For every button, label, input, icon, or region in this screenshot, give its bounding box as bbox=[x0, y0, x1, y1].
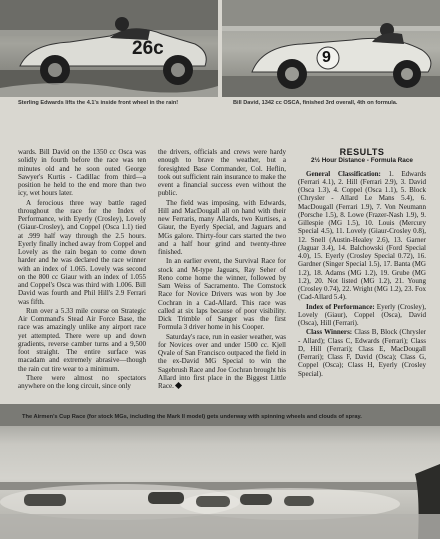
photo-bill-david-osca bbox=[222, 0, 440, 97]
paragraph: The field was imposing, with Edwards, Hill and MacDougall all on hand with their new Ferraris, many Allards, two Kurtises, a Giaur, the Eyerly Special, and Jaguars and MGs galore. Thirty-four cars started the two and a half hour grind and twenty-three finished. bbox=[158, 198, 286, 256]
index-of-performance bbox=[298, 303, 426, 328]
caption-right-photo: Bill David, 1342 cc OSCA, finished 3rd overall, 4th on formula. bbox=[233, 100, 398, 106]
article-column-2 bbox=[158, 148, 286, 391]
class-winners-text: Class B, Block (Chrysler - Allard); Class C, Edwards (Ferrari); Class D, Hill (Ferrari); Class E, MacDougall (Ferrari); Class F, David (Osca); Class G, Coppel (Osca); Class H, Eyerly (Crosley Special). bbox=[298, 328, 427, 378]
race-start-illustration bbox=[0, 404, 440, 539]
photo-airmens-cup-start bbox=[0, 404, 440, 539]
end-of-article-icon bbox=[175, 382, 182, 389]
paragraph: the drivers, officials and crews were hardy enough to brave the weather, but a foresighted Base Commander, Col. Heflin, took out sufficient rain insurance to make the event a financial success even without the public. bbox=[158, 148, 286, 198]
car-number-right: 9 bbox=[322, 49, 331, 66]
index-of-performance-label: Index of Performance: bbox=[306, 302, 375, 311]
paragraph-text: Saturday's race, run in easier weather, was for Novices over and under 1500 cc. Kjell Qvale of San Francisco outpaced the field in the ex-David MG Special to win the Sagebrush Race and Joe Cochran brought his Allard into first place in the Biggest Little Race. bbox=[158, 332, 286, 390]
caption-bottom-photo: The Airmen's Cup Race (for stock MGs, including the Mark II model) gets underway with spinning wheels and clouds of spray. bbox=[22, 414, 362, 420]
race-car-illustration-right bbox=[222, 0, 440, 97]
class-winners bbox=[298, 328, 426, 378]
general-classification-text: 1. Edwards (Ferrari 4.1), 2. Hill (Ferrari 2.9), 3. David (Osca 1.3), 4. Coppel (Osca 1.1), 5. Block (Chrysler - Allard Le Mans 5.4), 6. MacDougall (Ferrari 1.9), 7. Von Neumann (Porsche 1.5), 8. Lowe (Frazer-Nash 1.9), 9. Gillespie (MG 1.5), 10. Louis (Mercury Special 4.5), 11. Lovely (Giaur-Crosley 0.8), 12. Snell (Austin-Healey 2.6), 13. Garner (Jaguar 3.4), 14. Balchowski (Ford Special 4.0), 15. Eyerly (Crosley Special 0.72), 16. Gardner (Singer Special 1.5), 17. Banta (MG 1.2), 18. Adams (MG 1.2), 19. Grube (MG 1.2), 20. Not listed (MG 1.2), 21. Young (Crosley 0.74), 22. Wright (MG 1.2), 23. Fox (Cad-Allard 5.4). bbox=[298, 169, 426, 302]
general-classification bbox=[298, 170, 426, 302]
paragraph: A ferocious three way battle raged throughout the race for the Index of Performance, with Eyerly (Crosley), Lovely (Giaur-Crosley), and Coppel (Osca 1.1) tied at .999 half way through the 2.5 hours. Eyerly finally inched away from Coppel and Lovely as the rain began to come down harder and he was declared the race winner with an index of 1.065. Lovely was second on the 800 cc Giaur with an index of 1.055 and Coppel's Osca was third with 1.006. Bill David was fourth and Phil Hill's 2.9 Ferrari was fifth. bbox=[18, 198, 146, 306]
car-number-left: 26c bbox=[132, 38, 164, 59]
general-classification-label: General Classification: bbox=[306, 169, 381, 178]
results-column bbox=[298, 148, 426, 379]
paragraph: wards. Bill David on the 1350 cc Osca was solidly in fourth before the race was ten minutes old and he soon outed George Sawyer's Kurtis - Cadillac from third—a position he held to the end more than two icy, wet hours later. bbox=[18, 148, 146, 198]
article-column-1 bbox=[18, 148, 146, 391]
class-winners-label: Class Winners: bbox=[306, 328, 353, 337]
paragraph bbox=[158, 333, 286, 391]
paragraph: There were almost no spectators anywhere on the long circuit, since only bbox=[18, 373, 146, 390]
photo-sterling-edwards-ferrari bbox=[0, 0, 218, 97]
results-subheading: 2½ Hour Distance - Formula Race bbox=[311, 157, 413, 165]
paragraph: Run over a 5.33 mile course on Strategic Air Command's Stead Air Force Base, the race was amazingly unlike any airport race yet attempted. There were up and down gradients, reverse camber turns and a 9,500 foot straight. The entire surface was macadam and extremely abrasive—though the rain cut tire wear to a minimum. bbox=[18, 306, 146, 373]
paragraph: In an earlier event, the Survival Race for stock and M-type Jaguars, Ray Seher of Reno come home the winner, followed by Sam Weiss of Sacramento. The Comstock Race for Novice Drivers was won by Joe Cochran in a Cad-Allard. This race was called at six laps because of poor visibility. Dick Trimble of Sanger was the first Formula 3 driver home in his Cooper. bbox=[158, 257, 286, 332]
index-of-performance-text: Eyerly (Crosley), Lovely (Giaur), Coppel (Osca), David (Osca), Hill (Ferrari). bbox=[298, 302, 426, 327]
race-car-illustration-left bbox=[0, 0, 218, 97]
results-heading: RESULTS bbox=[339, 147, 385, 157]
caption-left-photo: Sterling Edwards lifts the 4.1's inside front wheel in the rain! bbox=[18, 100, 179, 106]
